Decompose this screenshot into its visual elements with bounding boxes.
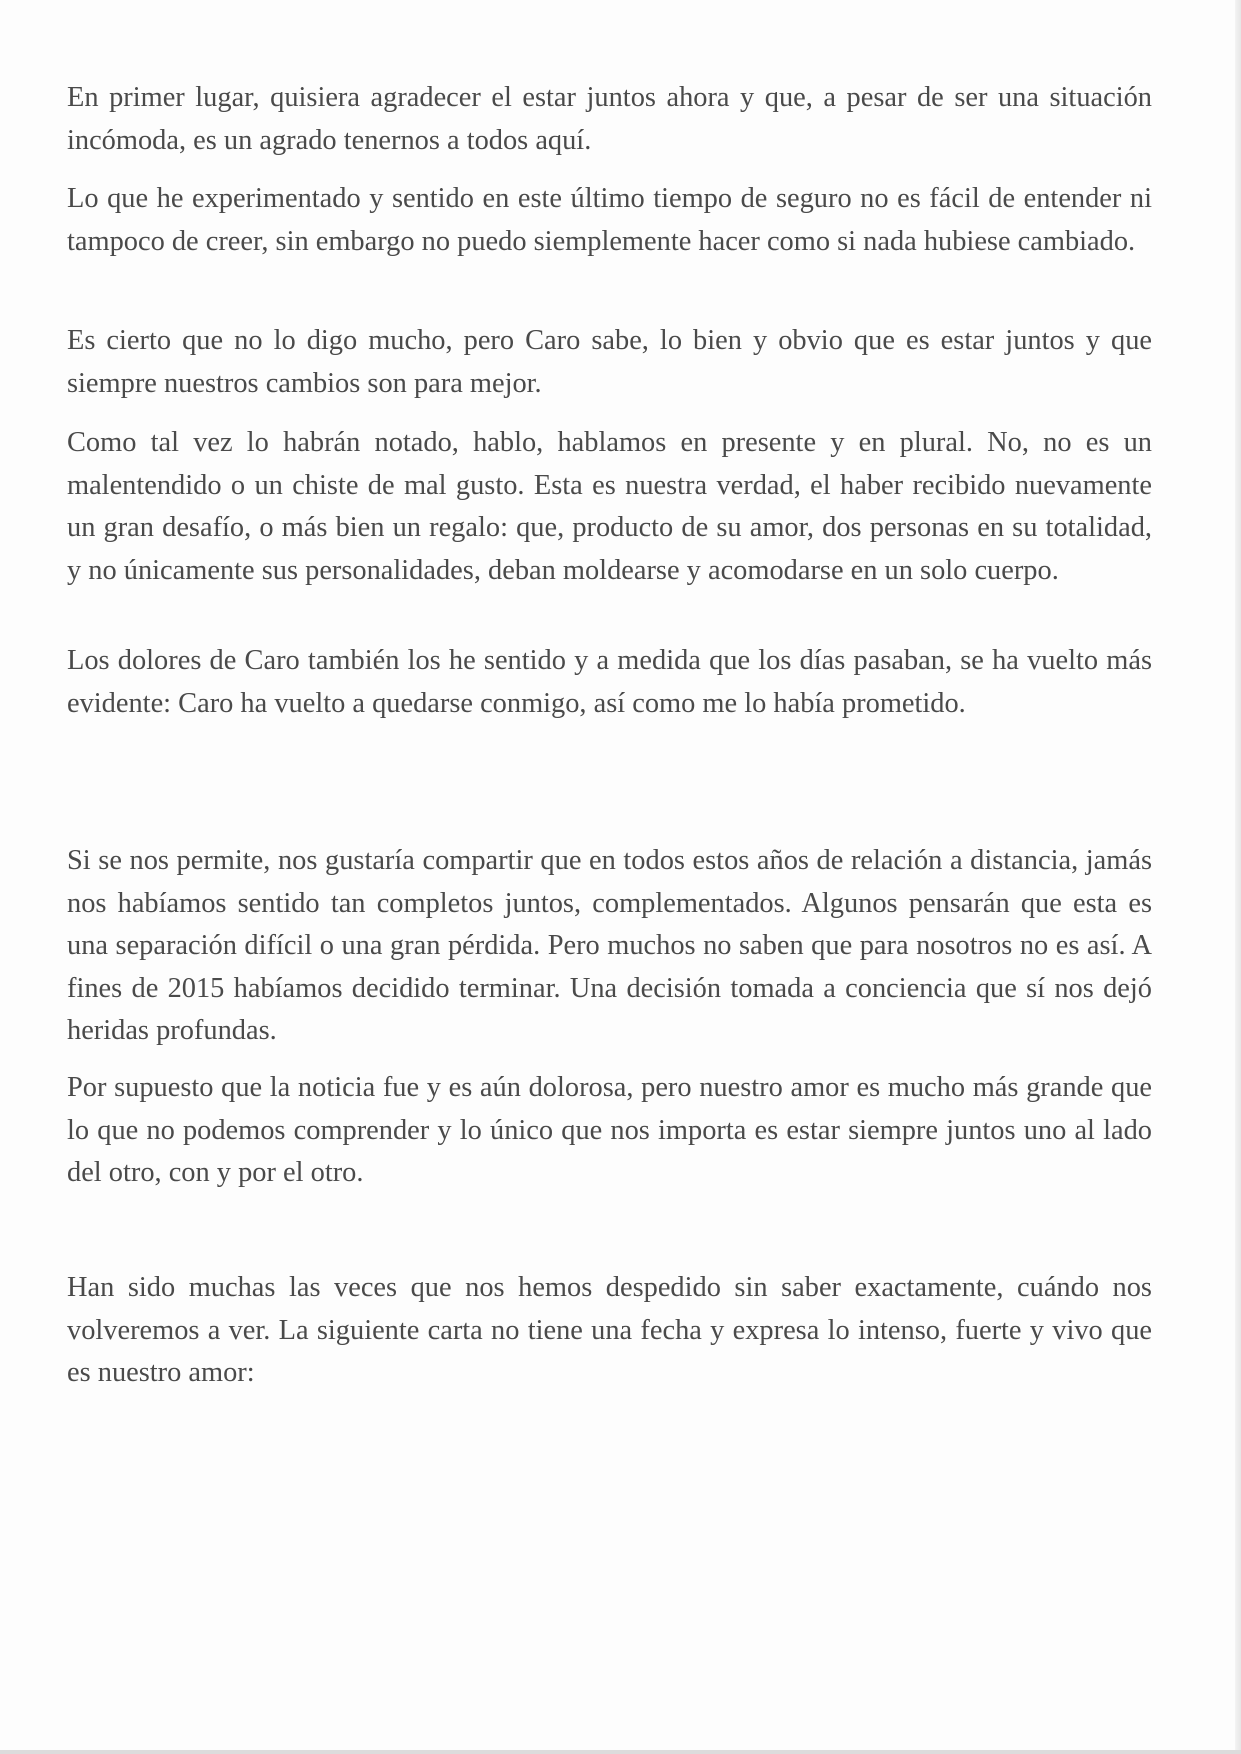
paragraph-8: Han sido muchas las veces que nos hemos despedido sin saber exactamente, cuándo nos volveremos a ver. La siguiente carta no tiene una fecha y expresa lo intenso, fuerte y vivo que es nuestro amor: (67, 1272, 1152, 1388)
paragraph-5: Los dolores de Caro también los he sentido y a medida que los días pasaban, se ha vuelto más evidente: Caro ha vuelto a quedarse conmigo, así como me lo había prometido. (67, 645, 1152, 719)
scan-edge-bottom (0, 1750, 1241, 1754)
paragraph-6: Si se nos permite, nos gustaría compartir que en todos estos años de relación a distancia, jamás nos habíamos sentido tan completos juntos, complementados. Algunos pensarán que esta es una separación difícil o una gran pérdida. Pero muchos no saben que para nosotros no es así. A fines de 2015 habíamos decidido terminar. Una decisión tomada a conciencia que sí nos dejó heridas profundas. (67, 845, 1152, 1046)
scan-edge-right (1235, 0, 1241, 1754)
paragraph-4: Como tal vez lo habrán notado, hablo, hablamos en presente y en plural. No, no es un malentendido o un chiste de mal gusto. Esta es nuestra verdad, el haber recibido nuevamente un gran desafío, o más bien un regalo: que, producto de su amor, dos personas en su totalidad, y no únicamente sus personalidades, deban moldearse y acomodarse en un solo cuerpo. (67, 427, 1152, 586)
paragraph-3: Es cierto que no lo digo mucho, pero Caro sabe, lo bien y obvio que es estar juntos y que siempre nuestros cambios son para mejor. (67, 325, 1152, 399)
paragraph-1: En primer lugar, quisiera agradecer el estar juntos ahora y que, a pesar de ser una situación incómoda, es un agrado tenernos a todos aquí. (67, 82, 1152, 156)
paragraph-2: Lo que he experimentado y sentido en este último tiempo de seguro no es fácil de entender ni tampoco de creer, sin embargo no puedo siemplemente hacer como si nada hubiese cambiado. (67, 183, 1152, 257)
paragraph-7: Por supuesto que la noticia fue y es aún dolorosa, pero nuestro amor es mucho más grande que lo que no podemos comprender y lo único que nos importa es estar siempre juntos uno al lado del otro, con y por el otro. (67, 1072, 1152, 1188)
